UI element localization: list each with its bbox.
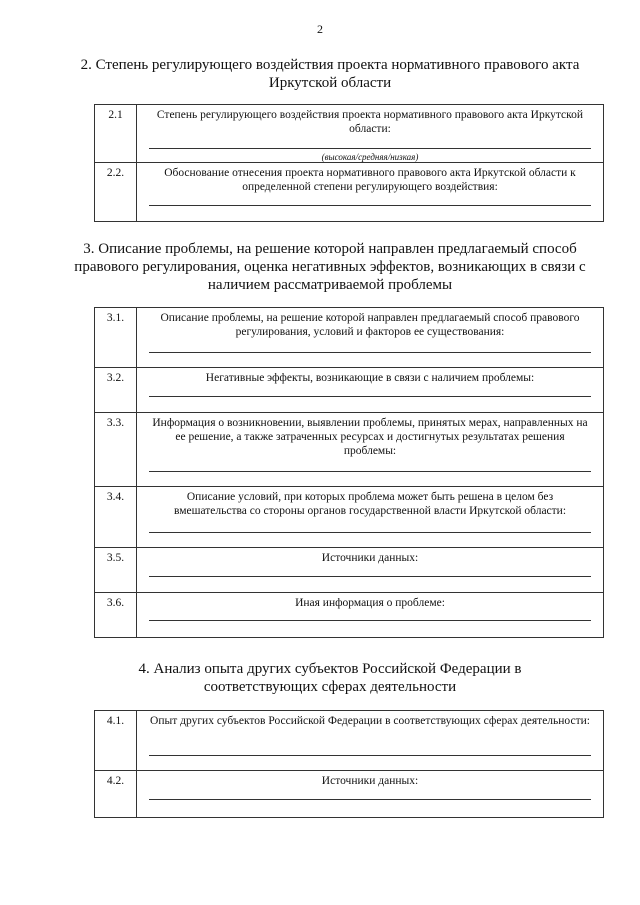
- row-text: [137, 163, 603, 221]
- table-row: [95, 368, 603, 413]
- answer-hint: (высокая/средняя/низкая): [321, 152, 419, 162]
- row-text: [137, 548, 603, 592]
- row-label: Источники данных:: [321, 775, 419, 787]
- row-label: Описание условий, при которых проблема может быть решена в целом без вмешательства со стороны органов государственной власти Иркутской области:: [173, 491, 567, 517]
- row-text: [137, 593, 603, 637]
- row-number: 3.5.: [95, 548, 137, 592]
- section-2-table: [94, 104, 604, 222]
- answer-line[interactable]: [149, 396, 591, 397]
- row-text: [137, 487, 603, 547]
- table-row: [95, 771, 603, 817]
- table-row: [95, 163, 603, 221]
- section-3-title: 3. Описание проблемы, на решение которой направлен предлагаемый способ правового регулирования, оценка негативных эффектов, возникающих в связи с наличием рассматриваемой проблемы: [74, 241, 586, 293]
- answer-line[interactable]: [149, 755, 591, 756]
- row-label: Степень регулирующего воздействия проекта нормативного правового акта Иркутской области:: [156, 109, 584, 135]
- row-text: [137, 413, 603, 486]
- answer-line[interactable]: [149, 799, 591, 800]
- row-label: Опыт других субъектов Российской Федерации в соответствующих сферах деятельности:: [150, 715, 590, 727]
- row-number: 3.1.: [95, 308, 137, 367]
- answer-line[interactable]: [149, 576, 591, 577]
- section-2-title: 2. Степень регулирующего воздействия проекта нормативного правового акта Иркутской области: [80, 57, 580, 91]
- table-row: [95, 413, 603, 487]
- row-label: Источники данных:: [321, 552, 419, 564]
- table-row: [95, 308, 603, 368]
- section-4-table: [94, 710, 604, 818]
- section-4-title: 4. Анализ опыта других субъектов Российской Федерации в соответствующих сферах деятельности: [138, 661, 522, 695]
- row-text: [137, 105, 603, 162]
- row-number: 3.6.: [95, 593, 137, 637]
- row-text: [137, 711, 603, 770]
- row-label: Иная информация о проблеме:: [295, 597, 445, 609]
- answer-line[interactable]: [149, 352, 591, 353]
- answer-line[interactable]: [149, 205, 591, 206]
- row-text: [137, 308, 603, 367]
- section-3-table: [94, 307, 604, 638]
- row-number: 4.1.: [95, 711, 137, 770]
- answer-line[interactable]: [149, 532, 591, 533]
- row-label: Обоснование отнесения проекта нормативного правового акта Иркутской области к определенной степени регулирующего воздействия:: [164, 167, 576, 193]
- table-row: [95, 593, 603, 637]
- row-label: Негативные эффекты, возникающие в связи с наличием проблемы:: [205, 372, 535, 384]
- table-row: [95, 105, 603, 163]
- row-text: [137, 771, 603, 817]
- answer-line[interactable]: [149, 620, 591, 621]
- row-number: 2.2.: [95, 163, 137, 221]
- table-row: [95, 711, 603, 771]
- row-text: [137, 368, 603, 412]
- answer-line[interactable]: [149, 148, 591, 149]
- row-number: 2.1: [95, 105, 137, 162]
- row-label: Информация о возникновении, выявлении проблемы, принятых мерах, направленных на ее решение, а также затраченных ресурсах и достигнутых результатах решения проблемы:: [152, 417, 588, 457]
- row-number: 4.2.: [95, 771, 137, 817]
- answer-line[interactable]: [149, 471, 591, 472]
- row-label: Описание проблемы, на решение которой направлен предлагаемый способ правового регулирования, условий и факторов ее существования:: [160, 312, 580, 338]
- row-number: 3.4.: [95, 487, 137, 547]
- row-number: 3.3.: [95, 413, 137, 486]
- table-row: [95, 548, 603, 593]
- table-row: [95, 487, 603, 548]
- page-number: 2: [317, 22, 323, 36]
- row-number: 3.2.: [95, 368, 137, 412]
